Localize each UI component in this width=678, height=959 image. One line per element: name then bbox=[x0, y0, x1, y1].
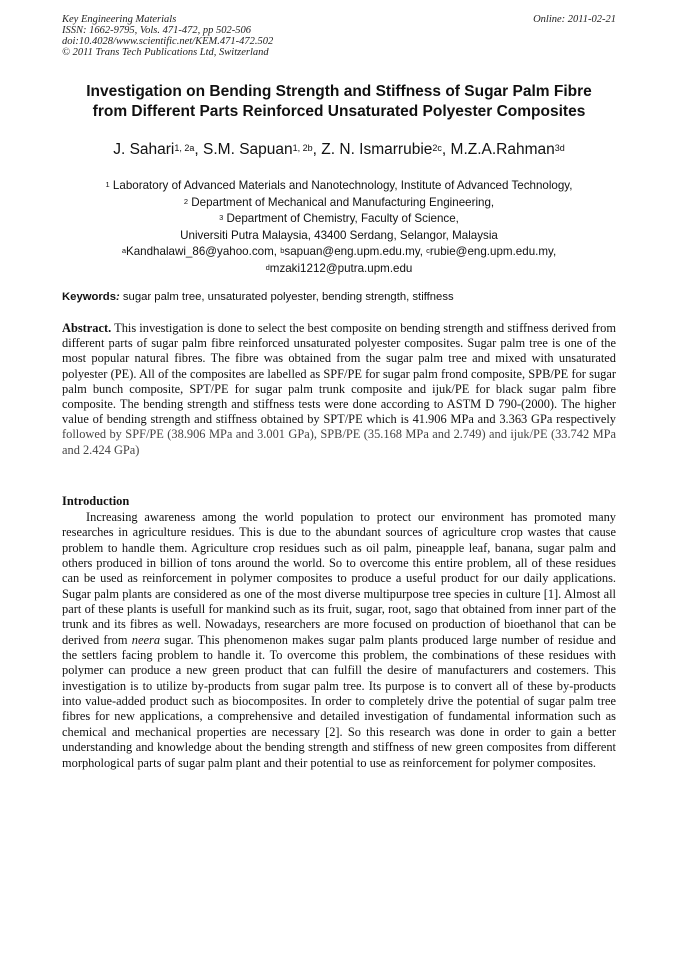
keywords-text: sugar palm tree, unsaturated polyester, bending strength, stiffness bbox=[119, 291, 454, 303]
affiliation-mark: 3 bbox=[219, 213, 224, 223]
section-heading-introduction: Introduction bbox=[62, 494, 130, 508]
affiliation-mark: 1 bbox=[105, 180, 110, 189]
journal-header bbox=[62, 14, 616, 58]
keywords bbox=[62, 290, 618, 304]
affiliation-text: Department of Mechanical and Manufacturing Engineering, bbox=[191, 195, 495, 209]
affiliation-text: Department of Chemistry, Faculty of Science, bbox=[226, 212, 459, 226]
author-affiliation-mark: 1, 2a bbox=[174, 143, 195, 153]
author-list: J. Sahari$^{1, 2a}$, S.M. Sapuan$^{1, 2b}$, Z. N. Ismarrubie$^{2c}$, M.Z.A.Rahman$^{3d}$ bbox=[113, 141, 565, 158]
author-name: Z. N. Ismarrubie bbox=[321, 141, 433, 158]
email-mark: c bbox=[426, 246, 430, 256]
affiliations bbox=[40, 178, 638, 278]
intro-italic-term: neera bbox=[131, 632, 161, 647]
author-affiliation-mark: 1, 2b bbox=[292, 143, 313, 153]
affiliation-2 bbox=[40, 195, 638, 212]
abstract-text-results: followed by SPF/PE (38.906 MPa and 3.001 GPa), SPB/PE (35.168 MPa and 2.749) and ijuk/PE (33.742 MPa and 2.424 GPa) bbox=[62, 427, 616, 457]
author-name: M.Z.A.Rahman bbox=[450, 141, 555, 158]
paper-title bbox=[40, 82, 638, 122]
issn-line: ISSN: 1662-9795, Vols. 471-472, pp 502-506 bbox=[62, 25, 251, 36]
email-mark: d bbox=[265, 262, 270, 272]
university-address: Universiti Putra Malaysia, 43400 Serdang, Selangor, Malaysia bbox=[180, 228, 498, 242]
email-link[interactable]: Kandhalawi_86@yahoo.com, bbox=[125, 245, 277, 259]
email-line bbox=[40, 244, 638, 261]
email-mark: a bbox=[121, 246, 126, 256]
author-affiliation-mark: 2c bbox=[432, 143, 442, 153]
online-date: Online: 2011-02-21 bbox=[533, 14, 616, 25]
email-link[interactable]: mzaki1212@putra.upm.edu bbox=[269, 261, 413, 275]
affiliation-mark: 2 bbox=[183, 196, 189, 206]
affiliation-1 bbox=[40, 178, 638, 195]
author-name: S.M. Sapuan bbox=[203, 141, 293, 158]
affiliation-text: Laboratory of Advanced Materials and Nanotechnology, Institute of Advanced Technology, bbox=[112, 179, 573, 192]
introduction-paragraph bbox=[62, 510, 616, 771]
abstract bbox=[62, 321, 616, 458]
email-link[interactable]: rubie@eng.upm.edu.my, bbox=[429, 245, 557, 259]
affiliation-3 bbox=[40, 211, 638, 228]
author-name: J. Sahari bbox=[113, 141, 175, 158]
email-line bbox=[40, 261, 638, 278]
title-line-1: Investigation on Bending Strength and Stiffness of Sugar Palm Fibre bbox=[86, 83, 592, 100]
email-mark: b bbox=[280, 246, 285, 256]
email-link[interactable]: sapuan@eng.upm.edu.my, bbox=[284, 245, 423, 259]
title-line-2: from Different Parts Reinforced Unsaturated Polyester Composites bbox=[92, 103, 586, 120]
intro-text-part-2: sugar. This phenomenon makes sugar palm plants produced large number of residue and the settlers facing problem to handle it. To overcome this problem, the combinations of these residues with polymer can produce a new green product that can fulfill the desire of manufacturers and costemers. This investigation is to utilize by-products from sugar palm tree. Its purpose is to convert all of these by-products into value-added product such as biocomposites. In order to completely drive the potential of sugar palm tree fibres for new applications, a comprehensive and detailed investigation of fundamental information such as chemical and mechanical properties are necessary [2]. So this research was done in order to gain a better understanding and knowledge about the bending strength and stiffness of new green composites from different morphological parts of sugar palm plant and their potential to use as reinforcement for polymer composites. bbox=[62, 632, 616, 770]
author-affiliation-mark: 3d bbox=[554, 143, 565, 153]
abstract-label: Abstract. bbox=[62, 321, 112, 335]
intro-text-part-1: Increasing awareness among the world population to protect our environment has promoted many researches in agriculture residues. This is due to the abundant sources of agriculture crop wastes that cause problem to handle them. Agriculture crop residues such as oil palm, pineapple leaf, banana, sugar palm and others produced in billion of tons around the world. So to overcome this entire problem, all of these residues can be used as reinforcement in polymer composites to produce a useful product for our daily applications. Sugar palm plants are considered as one of the most diverse multipurpose tree species in culture [1]. Almost all part of these plants is usefull for mankind such as its fruit, sugar, root, sago that obtained from inner part of the trunk and its fibres as well. Nowadays, researchers are more focused on production of bioethanol that can be derived from bbox=[62, 510, 616, 647]
journal-name: Key Engineering Materials bbox=[62, 14, 177, 25]
keywords-label: Keywords bbox=[62, 291, 116, 303]
keywords-colon: : bbox=[116, 291, 120, 303]
abstract-text: This investigation is done to select the best composite on bending strength and stiffness derived from different parts of sugar palm fibre reinforced unsaturated polyester composites. Sugar palm tree is one of the most popular natural fibres. The fibre was obtained from the sugar palm tree and mixed with unsaturated polyester (PE). All of the composites are labelled as SPF/PE for sugar palm frond composite, SPB/PE for sugar palm bunch composite, SPT/PE for sugar palm trunk composite and ijuk/PE for black sugar palm fibre composite. The bending strength and stiffness tests were done according to ASTM D 790-(2000). The higher value of bending strength and stiffness obtained by SPT/PE which is 41.906 MPa and 3.363 GPa respectively bbox=[62, 321, 616, 427]
doi-line: doi:10.4028/www.scientific.net/KEM.471-472.502 bbox=[62, 36, 274, 47]
copyright-line: © 2011 Trans Tech Publications Ltd, Switzerland bbox=[62, 47, 269, 58]
